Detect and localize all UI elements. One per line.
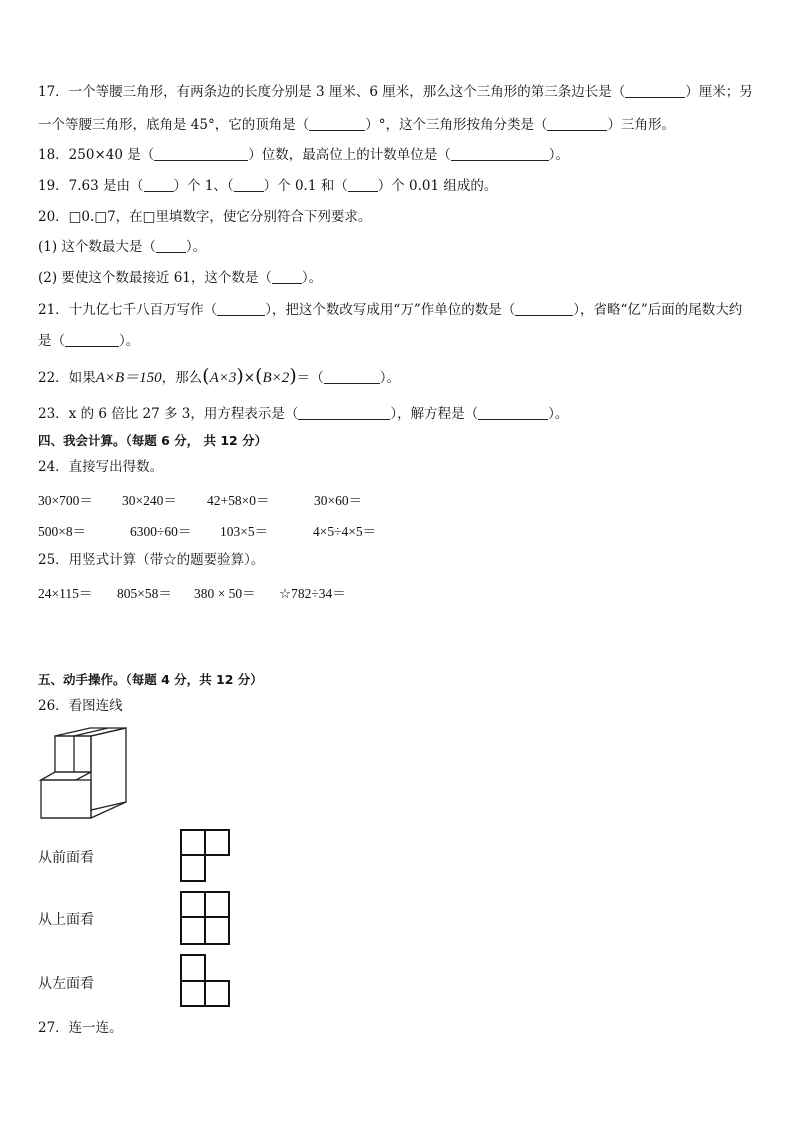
section-5-heading: 五、动手操作。（每题 4 分，共 12 分） — [38, 672, 263, 687]
q17-text-a: 17．一个等腰三角形，有两条边的长度分别是 3 厘米、6 厘米，那么这个三角形的第三条边长是（ — [38, 84, 626, 100]
q19-text-b: ）个 1、（ — [173, 178, 234, 194]
question-21-line-2 — [38, 332, 139, 350]
question-18 — [38, 146, 569, 164]
question-27-title: 27．连一连。 — [38, 1020, 123, 1036]
q17-text-e: ）三角形。 — [607, 117, 675, 133]
q22-paren: ( — [255, 365, 263, 387]
q19-blank-1[interactable] — [144, 177, 174, 192]
q17-blank-2[interactable] — [309, 116, 365, 131]
question-20-part-2 — [38, 269, 322, 287]
section-4-heading: 四、我会计算。（每题 6 分， 共 12 分） — [38, 433, 268, 448]
q22-text-eq: ＝（ — [296, 370, 324, 386]
q18-blank-2[interactable] — [451, 146, 549, 161]
vertical-calc-item: 805×58＝ — [117, 586, 172, 601]
q22-text-prefix: 22．如果 — [38, 370, 96, 386]
view-label-top: 从上面看 — [38, 912, 94, 928]
question-17-line-1 — [38, 83, 753, 101]
q17-text-c: 一个等腰三角形，底角是 45°，它的顶角是（ — [38, 117, 310, 133]
cube-stack-figure — [38, 724, 138, 819]
q20-p2-text-b: ）。 — [301, 270, 323, 286]
q21-text-b: ），把这个数改写成用“万”作单位的数是（ — [265, 302, 516, 318]
vertical-calc-item: 380 × 50＝ — [194, 586, 256, 601]
q18-text-b: ）位数，最高位上的计数单位是（ — [248, 147, 451, 163]
q20-p1-blank[interactable] — [156, 238, 186, 253]
question-17-line-2 — [38, 116, 675, 134]
question-19 — [38, 177, 497, 195]
q21-blank-3[interactable] — [65, 332, 119, 347]
view-label-left: 从左面看 — [38, 976, 94, 992]
question-26-title: 26．看图连线 — [38, 698, 123, 714]
q18-text-a: 18．250×40 是（ — [38, 147, 155, 163]
calc-item: 30×240＝ — [122, 493, 177, 508]
q22-paren: ( — [202, 365, 210, 387]
q22-blank[interactable] — [324, 369, 380, 384]
vertical-calc-item: ☆782÷34＝ — [279, 586, 346, 601]
q21-text-a: 21．十九亿七千八百万写作（ — [38, 302, 218, 318]
q23-blank-1[interactable] — [298, 405, 390, 420]
q22-expr-b: B×2 — [262, 370, 290, 386]
q17-blank-1[interactable] — [625, 83, 685, 98]
q21-text-e: ）。 — [119, 333, 140, 349]
q22-condition: A×B＝150 — [95, 370, 162, 386]
front-view-shape[interactable] — [179, 828, 231, 884]
q17-blank-3[interactable] — [547, 116, 607, 131]
q21-blank-2[interactable] — [515, 301, 573, 316]
q17-text-b: ）厘米；另 — [685, 84, 753, 100]
question-25-title: 25．用竖式计算（带☆的题要验算）。 — [38, 552, 265, 568]
calc-item: 4×5÷4×5＝ — [313, 524, 377, 539]
vertical-calc-item: 24×115＝ — [38, 586, 93, 601]
question-22 — [38, 367, 400, 387]
calc-item: 30×60＝ — [314, 493, 363, 508]
q22-text-end: ）。 — [379, 370, 400, 386]
q21-text-c: ），省略“亿”后面的尾数大约 — [573, 302, 743, 318]
q20-p1-text-b: ）。 — [185, 239, 207, 255]
question-24-title: 24．直接写出得数。 — [38, 459, 164, 475]
view-label-front: 从前面看 — [38, 850, 94, 866]
q20-p2-text-a: (2) 要使这个数最接近 61，这个数是（ — [38, 270, 272, 286]
q23-blank-2[interactable] — [478, 405, 548, 420]
calc-item: 500×8＝ — [38, 524, 87, 539]
calc-item: 42+58×0＝ — [207, 493, 270, 508]
q19-blank-3[interactable] — [348, 177, 378, 192]
calc-item: 30×700＝ — [38, 493, 93, 508]
q22-text-mid: ，那么 — [161, 370, 203, 386]
q23-text-b: ），解方程是（ — [390, 406, 479, 422]
q21-blank-1[interactable] — [217, 301, 265, 316]
q23-text-c: ）。 — [548, 406, 569, 422]
q22-expr-a: A×3 — [209, 370, 237, 386]
q19-text-d: ）个 0.01 组成的。 — [377, 178, 498, 194]
q23-text-a: 23．x 的 6 倍比 27 多 3，用方程表示是（ — [38, 406, 299, 422]
q18-text-c: ）。 — [548, 147, 569, 163]
q20-p1-text-a: (1) 这个数最大是（ — [38, 239, 156, 255]
q17-text-d: ）°，这个三角形按角分类是（ — [365, 117, 548, 133]
q22-times: × — [243, 370, 256, 386]
question-20-stem: 20．□0.□7，在□里填数字，使它分别符合下列要求。 — [38, 209, 372, 225]
q19-text-a: 19．7.63 是由（ — [38, 178, 144, 194]
question-20-part-1 — [38, 238, 206, 256]
calc-item: 6300÷60＝ — [130, 524, 192, 539]
q21-text-d: 是（ — [38, 333, 65, 349]
q19-text-c: ）个 0.1 和（ — [263, 178, 348, 194]
q20-p2-blank[interactable] — [272, 269, 302, 284]
q22-paren: ) — [289, 365, 297, 387]
q19-blank-2[interactable] — [234, 177, 264, 192]
question-21-line-1 — [38, 301, 742, 319]
q18-blank-1[interactable] — [154, 146, 248, 161]
q22-paren: ) — [236, 365, 244, 387]
left-view-shape[interactable] — [179, 953, 231, 1009]
calc-item: 103×5＝ — [220, 524, 269, 539]
top-view-shape[interactable] — [179, 890, 231, 946]
question-23 — [38, 405, 568, 423]
